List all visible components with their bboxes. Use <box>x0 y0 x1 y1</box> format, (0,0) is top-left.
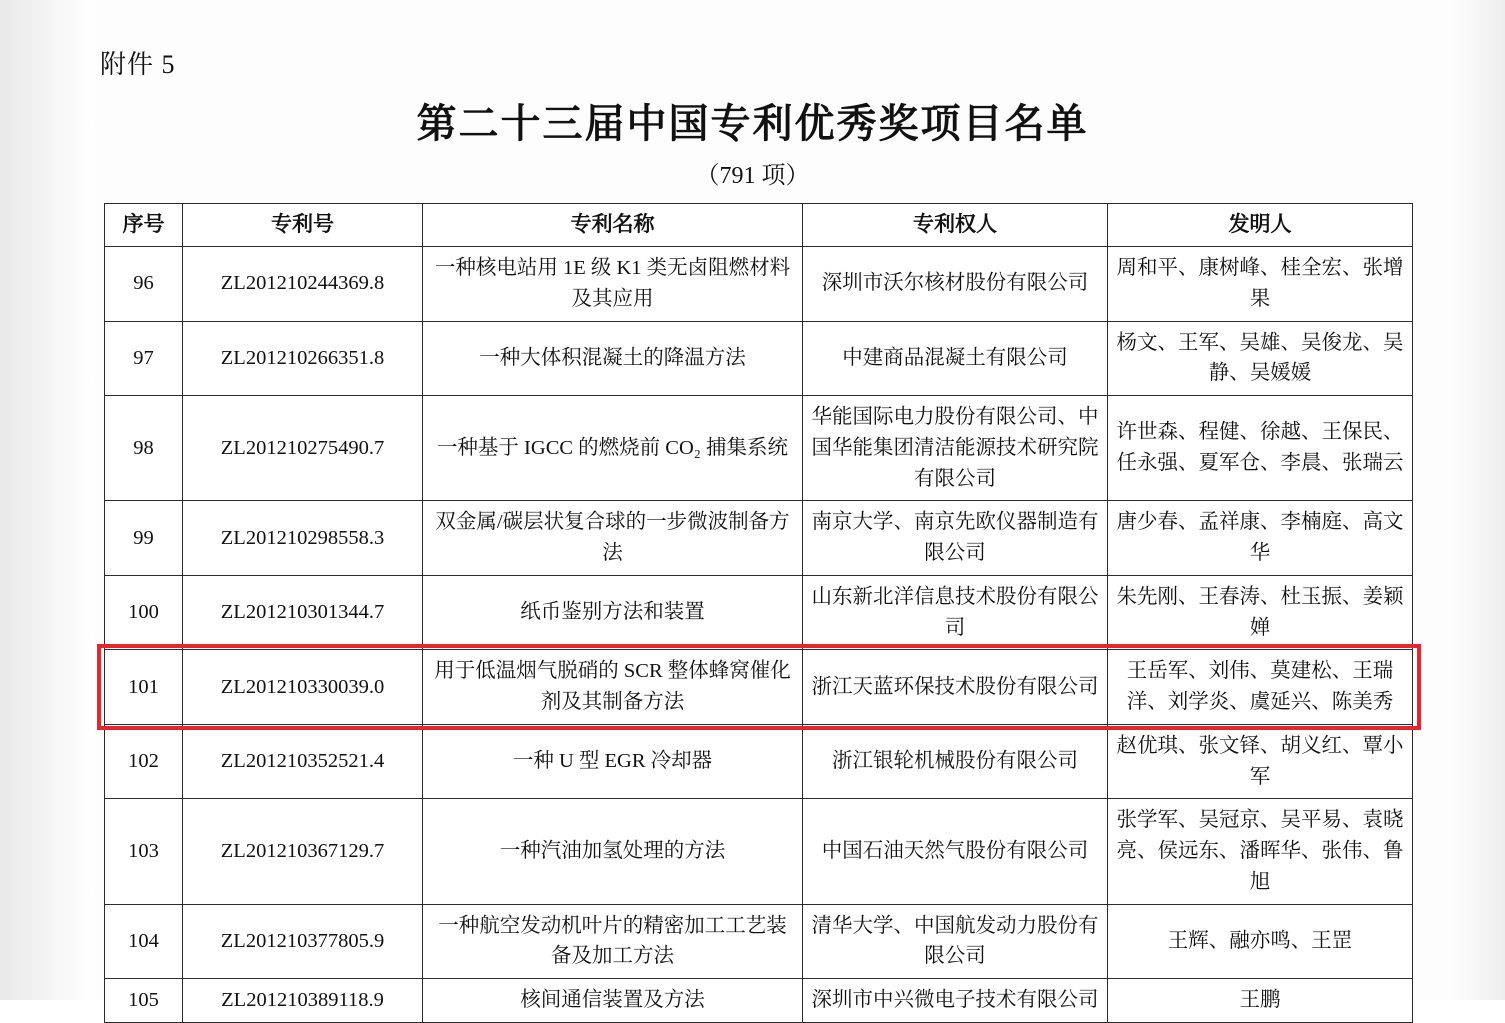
cell-patent-no: ZL201210301344.7 <box>183 575 423 650</box>
cell-patent-name: 一种核电站用 1E 级 K1 类无卤阻燃材料及其应用 <box>423 247 803 322</box>
cell-inventors: 王鹏 <box>1108 979 1413 1023</box>
cell-inventors: 王辉、融亦鸣、王罡 <box>1108 904 1413 979</box>
cell-patent-name: 用于低温烟气脱硝的 SCR 整体蜂窝催化剂及其制备方法 <box>423 650 803 725</box>
cell-patent-name: 一种 U 型 EGR 冷却器 <box>423 724 803 799</box>
cell-owner: 南京大学、南京先欧仪器制造有限公司 <box>803 501 1108 576</box>
column-header-no: 序号 <box>105 204 183 247</box>
patent-list-table <box>104 203 1413 1023</box>
cell-patent-name: 一种大体积混凝土的降温方法 <box>423 321 803 396</box>
column-header-owner: 专利权人 <box>803 204 1108 247</box>
cell-patent-no: ZL201210330039.0 <box>183 650 423 725</box>
cell-owner: 浙江银轮机械股份有限公司 <box>803 724 1108 799</box>
table-row <box>105 575 1413 650</box>
cell-no: 99 <box>105 501 183 576</box>
cell-owner: 深圳市中兴微电子技术有限公司 <box>803 979 1108 1023</box>
cell-no: 102 <box>105 724 183 799</box>
cell-inventors: 张学军、吴冠京、吴平易、袁晓亮、侯远东、潘晖华、张伟、鲁旭 <box>1108 799 1413 904</box>
cell-patent-no: ZL201210367129.7 <box>183 799 423 904</box>
cell-inventors: 朱先刚、王春涛、杜玉振、姜颖婵 <box>1108 575 1413 650</box>
cell-patent-name: 一种基于 IGCC 的燃烧前 CO₂ 捕集系统 <box>423 396 803 501</box>
cell-inventors: 王岳军、刘伟、莫建松、王瑞洋、刘学炎、虞延兴、陈美秀 <box>1108 650 1413 725</box>
page-title: 第二十三届中国专利优秀奖项目名单 <box>416 101 1089 146</box>
cell-patent-no: ZL201210377805.9 <box>183 904 423 979</box>
table-body <box>105 247 1413 1023</box>
table-row-highlighted <box>105 650 1413 725</box>
cell-no: 96 <box>105 247 183 322</box>
cell-no: 100 <box>105 575 183 650</box>
cell-no: 101 <box>105 650 183 725</box>
cell-owner: 中建商品混凝土有限公司 <box>803 321 1108 396</box>
cell-owner: 华能国际电力股份有限公司、中国华能集团清洁能源技术研究院有限公司 <box>803 396 1108 501</box>
table-row <box>105 321 1413 396</box>
cell-patent-name: 一种汽油加氢处理的方法 <box>423 799 803 904</box>
column-header-patent-name: 专利名称 <box>423 204 803 247</box>
cell-no: 97 <box>105 321 183 396</box>
table-row <box>105 799 1413 904</box>
cell-no: 98 <box>105 396 183 501</box>
cell-owner: 深圳市沃尔核材股份有限公司 <box>803 247 1108 322</box>
cell-patent-name: 双金属/碳层状复合球的一步微波制备方法 <box>423 501 803 576</box>
table-row <box>105 979 1413 1023</box>
table-header-row <box>105 204 1413 247</box>
column-header-inventors: 发明人 <box>1108 204 1413 247</box>
cell-patent-name: 纸币鉴别方法和装置 <box>423 575 803 650</box>
cell-owner: 山东新北洋信息技术股份有限公司 <box>803 575 1108 650</box>
cell-patent-no: ZL201210389118.9 <box>183 979 423 1023</box>
cell-inventors: 杨文、王军、吴雄、吴俊龙、吴静、吴媛媛 <box>1108 321 1413 396</box>
cell-no: 104 <box>105 904 183 979</box>
cell-patent-no: ZL201210266351.8 <box>183 321 423 396</box>
cell-inventors: 唐少春、孟祥康、李楠庭、高文华 <box>1108 501 1413 576</box>
attachment-label: 附件 5 <box>100 50 176 79</box>
cell-no: 103 <box>105 799 183 904</box>
cell-patent-no: ZL201210275490.7 <box>183 396 423 501</box>
cell-inventors: 赵优琪、张文铎、胡义红、覃小军 <box>1108 724 1413 799</box>
cell-owner: 浙江天蓝环保技术股份有限公司 <box>803 650 1108 725</box>
cell-patent-name: 核间通信装置及方法 <box>423 979 803 1023</box>
table-row <box>105 724 1413 799</box>
cell-no: 105 <box>105 979 183 1023</box>
table-row <box>105 396 1413 501</box>
cell-patent-no: ZL201210352521.4 <box>183 724 423 799</box>
cell-patent-no: ZL201210298558.3 <box>183 501 423 576</box>
table-row <box>105 904 1413 979</box>
cell-owner: 清华大学、中国航发动力股份有限公司 <box>803 904 1108 979</box>
cell-inventors: 周和平、康树峰、桂全宏、张增果 <box>1108 247 1413 322</box>
column-header-patent-no: 专利号 <box>183 204 423 247</box>
cell-patent-name: 一种航空发动机叶片的精密加工工艺装备及加工方法 <box>423 904 803 979</box>
table-row <box>105 247 1413 322</box>
item-count-subtitle: （791 项） <box>695 163 810 189</box>
cell-inventors: 许世森、程健、徐越、王保民、任永强、夏军仓、李晨、张瑞云 <box>1108 396 1413 501</box>
cell-patent-no: ZL201210244369.8 <box>183 247 423 322</box>
cell-owner: 中国石油天然气股份有限公司 <box>803 799 1108 904</box>
table-row <box>105 501 1413 576</box>
